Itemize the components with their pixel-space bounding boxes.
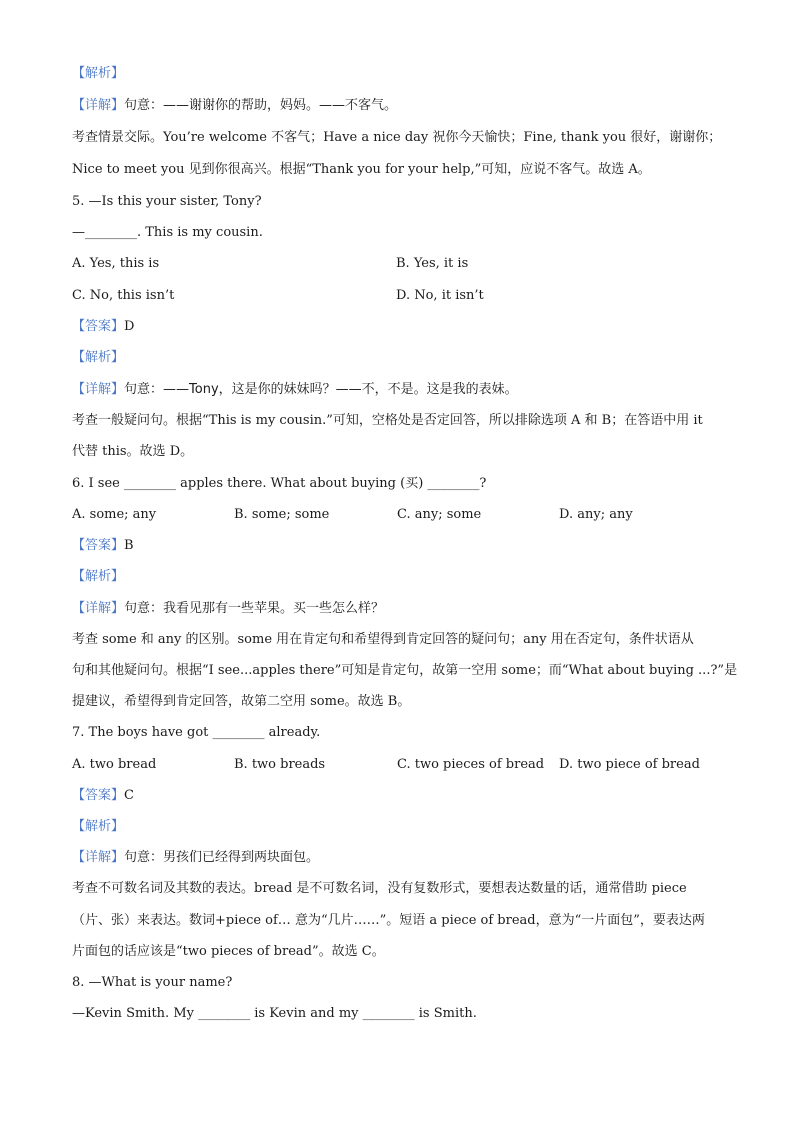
option-c: C. any; some	[397, 507, 482, 522]
explanation-line: Nice to meet you 见到你很高兴。根据“Thank you for your help,”可知，应说不客气。故选 A。	[72, 162, 651, 177]
question-stem: —________. This is my cousin.	[72, 225, 263, 240]
detail-label: 【详解】	[72, 601, 125, 616]
detail-line	[72, 599, 384, 619]
explanation-line: 考查情景交际。You’re welcome 不客气；Have a nice day 祝你今天愉快；Fine, thank you 很好，谢谢你；	[72, 130, 722, 145]
detail-line	[72, 380, 518, 400]
answer-line	[72, 536, 134, 556]
option-c: C. two pieces of bread	[397, 757, 545, 772]
analysis-heading	[72, 567, 124, 587]
detail-line	[72, 848, 319, 868]
detail-text: 句意：我看见那有一些苹果。买一些怎么样？	[124, 601, 385, 616]
detail-label: 【详解】	[72, 98, 125, 113]
answer-label: 【答案】	[72, 319, 125, 334]
explanation-line: 片面包的话应该是“two pieces of bread”。故选 C。	[72, 944, 385, 959]
explanation-line: 代替 this。故选 D。	[72, 444, 194, 459]
option-a: A. some; any	[72, 507, 157, 522]
explanation-line: 提建议，希望得到肯定回答，故第二空用 some。故选 B。	[72, 694, 411, 709]
option-d: D. two piece of bread	[559, 757, 700, 772]
option-b: B. two breads	[234, 757, 326, 772]
question-stem: —Kevin Smith. My ________ is Kevin and my ________ is Smith.	[72, 1006, 477, 1021]
explanation-line: 考查一般疑问句。根据“This is my cousin.”可知，空格处是否定回答，所以排除选项 A 和 B；在答语中用 it	[72, 413, 703, 428]
detail-text: 句意：——Tony，这是你的妹妹吗？——不，不是。这是我的表妹。	[124, 382, 518, 397]
answer-value: D	[124, 319, 135, 334]
question-stem: 6. I see ________ apples there. What about buying (买) ________?	[72, 476, 487, 491]
explanation-line: 考查不可数名词及其数的表达。bread 是不可数名词，没有复数形式，要想表达数量的话，通常借助 piece	[72, 881, 687, 896]
analysis-label: 【解析】	[72, 569, 125, 584]
option-a: A. two bread	[72, 757, 157, 772]
explanation-line: 句和其他疑问句。根据“I see...apples there”可知是肯定句，故第一空用 some；而“What about buying ...?”是	[72, 663, 738, 678]
analysis-heading	[72, 64, 124, 84]
question-stem: 8. —What is your name?	[72, 975, 233, 990]
explanation-line: 考查 some 和 any 的区别。some 用在肯定句和希望得到肯定回答的疑问句；any 用在否定句，条件状语从	[72, 632, 694, 647]
answer-value: B	[124, 538, 134, 553]
question-stem: 7. The boys have got ________ already.	[72, 725, 321, 740]
analysis-label: 【解析】	[72, 350, 125, 365]
detail-label: 【详解】	[72, 850, 125, 865]
option-d: D. any; any	[559, 507, 633, 522]
detail-text: 句意：男孩们已经得到两块面包。	[124, 850, 320, 865]
answer-label: 【答案】	[72, 788, 125, 803]
answer-line	[72, 786, 134, 806]
question-stem: 5. —Is this your sister, Tony?	[72, 194, 262, 209]
option-b: B. Yes, it is	[396, 256, 469, 271]
explanation-line: （片、张）来表达。数词+piece of… 意为“几片……”。短语 a piece of bread，意为“一片面包”，要表达两	[72, 913, 705, 928]
analysis-heading	[72, 817, 124, 837]
analysis-heading	[72, 348, 124, 368]
option-b: B. some; some	[234, 507, 330, 522]
detail-text: 句意：——谢谢你的帮助，妈妈。——不客气。	[124, 98, 398, 113]
option-a: A. Yes, this is	[72, 256, 160, 271]
answer-line	[72, 317, 134, 337]
answer-label: 【答案】	[72, 538, 125, 553]
answer-value: C	[124, 788, 134, 803]
detail-line	[72, 96, 397, 116]
analysis-label: 【解析】	[72, 819, 125, 834]
option-c: C. No, this isn’t	[72, 288, 175, 303]
analysis-label: 【解析】	[72, 66, 125, 81]
detail-label: 【详解】	[72, 382, 125, 397]
option-d: D. No, it isn’t	[396, 288, 484, 303]
